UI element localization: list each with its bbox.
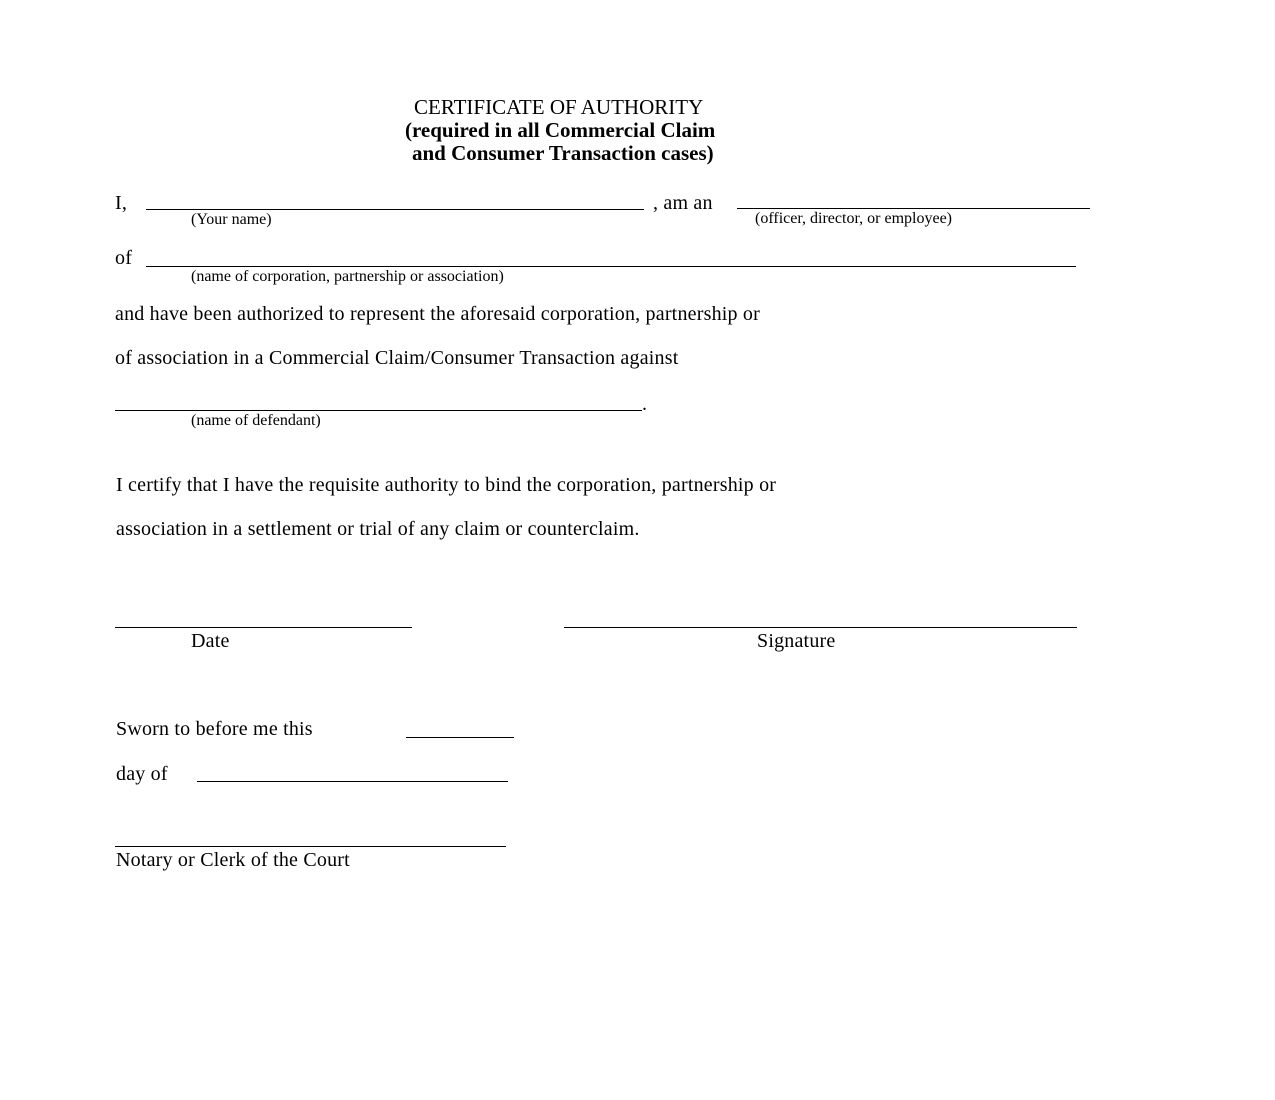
- certification-text-line2: association in a settlement or trial of any claim or counterclaim.: [116, 518, 640, 540]
- defendant-name-field[interactable]: [115, 410, 642, 411]
- officer-role-caption: (officer, director, or employee): [755, 210, 952, 227]
- your-name-field[interactable]: [146, 209, 644, 210]
- date-field[interactable]: [115, 627, 412, 628]
- authorization-text-line1: and have been authorized to represent the aforesaid corporation, partnership or: [115, 303, 760, 325]
- name-row-prefix: I,: [115, 192, 128, 214]
- defendant-period: .: [642, 393, 648, 415]
- name-row-middle-text: , am an: [653, 192, 713, 214]
- officer-role-field[interactable]: [737, 208, 1090, 209]
- signature-field[interactable]: [564, 627, 1077, 628]
- notary-label: Notary or Clerk of the Court: [116, 849, 350, 871]
- sworn-label: Sworn to before me this: [116, 718, 313, 740]
- authorization-text-line2: of association in a Commercial Claim/Consumer Transaction against: [115, 347, 679, 369]
- certification-text-line1: I certify that I have the requisite authority to bind the corporation, partnership or: [116, 474, 777, 496]
- date-label: Date: [191, 630, 230, 652]
- organization-name-caption: (name of corporation, partnership or association): [191, 268, 504, 285]
- organization-name-field[interactable]: [146, 266, 1076, 267]
- document-title: CERTIFICATE OF AUTHORITY: [414, 95, 704, 119]
- org-row-prefix: of: [115, 247, 133, 269]
- defendant-name-caption: (name of defendant): [191, 412, 321, 429]
- notary-signature-field[interactable]: [115, 846, 506, 847]
- sworn-day-field[interactable]: [406, 737, 514, 738]
- day-of-label: day of: [116, 763, 168, 785]
- document-subtitle-line2: and Consumer Transaction cases): [412, 141, 714, 165]
- your-name-caption: (Your name): [191, 211, 272, 228]
- document-subtitle-line1: (required in all Commercial Claim: [405, 118, 716, 142]
- signature-label: Signature: [757, 630, 836, 652]
- month-field[interactable]: [197, 781, 508, 782]
